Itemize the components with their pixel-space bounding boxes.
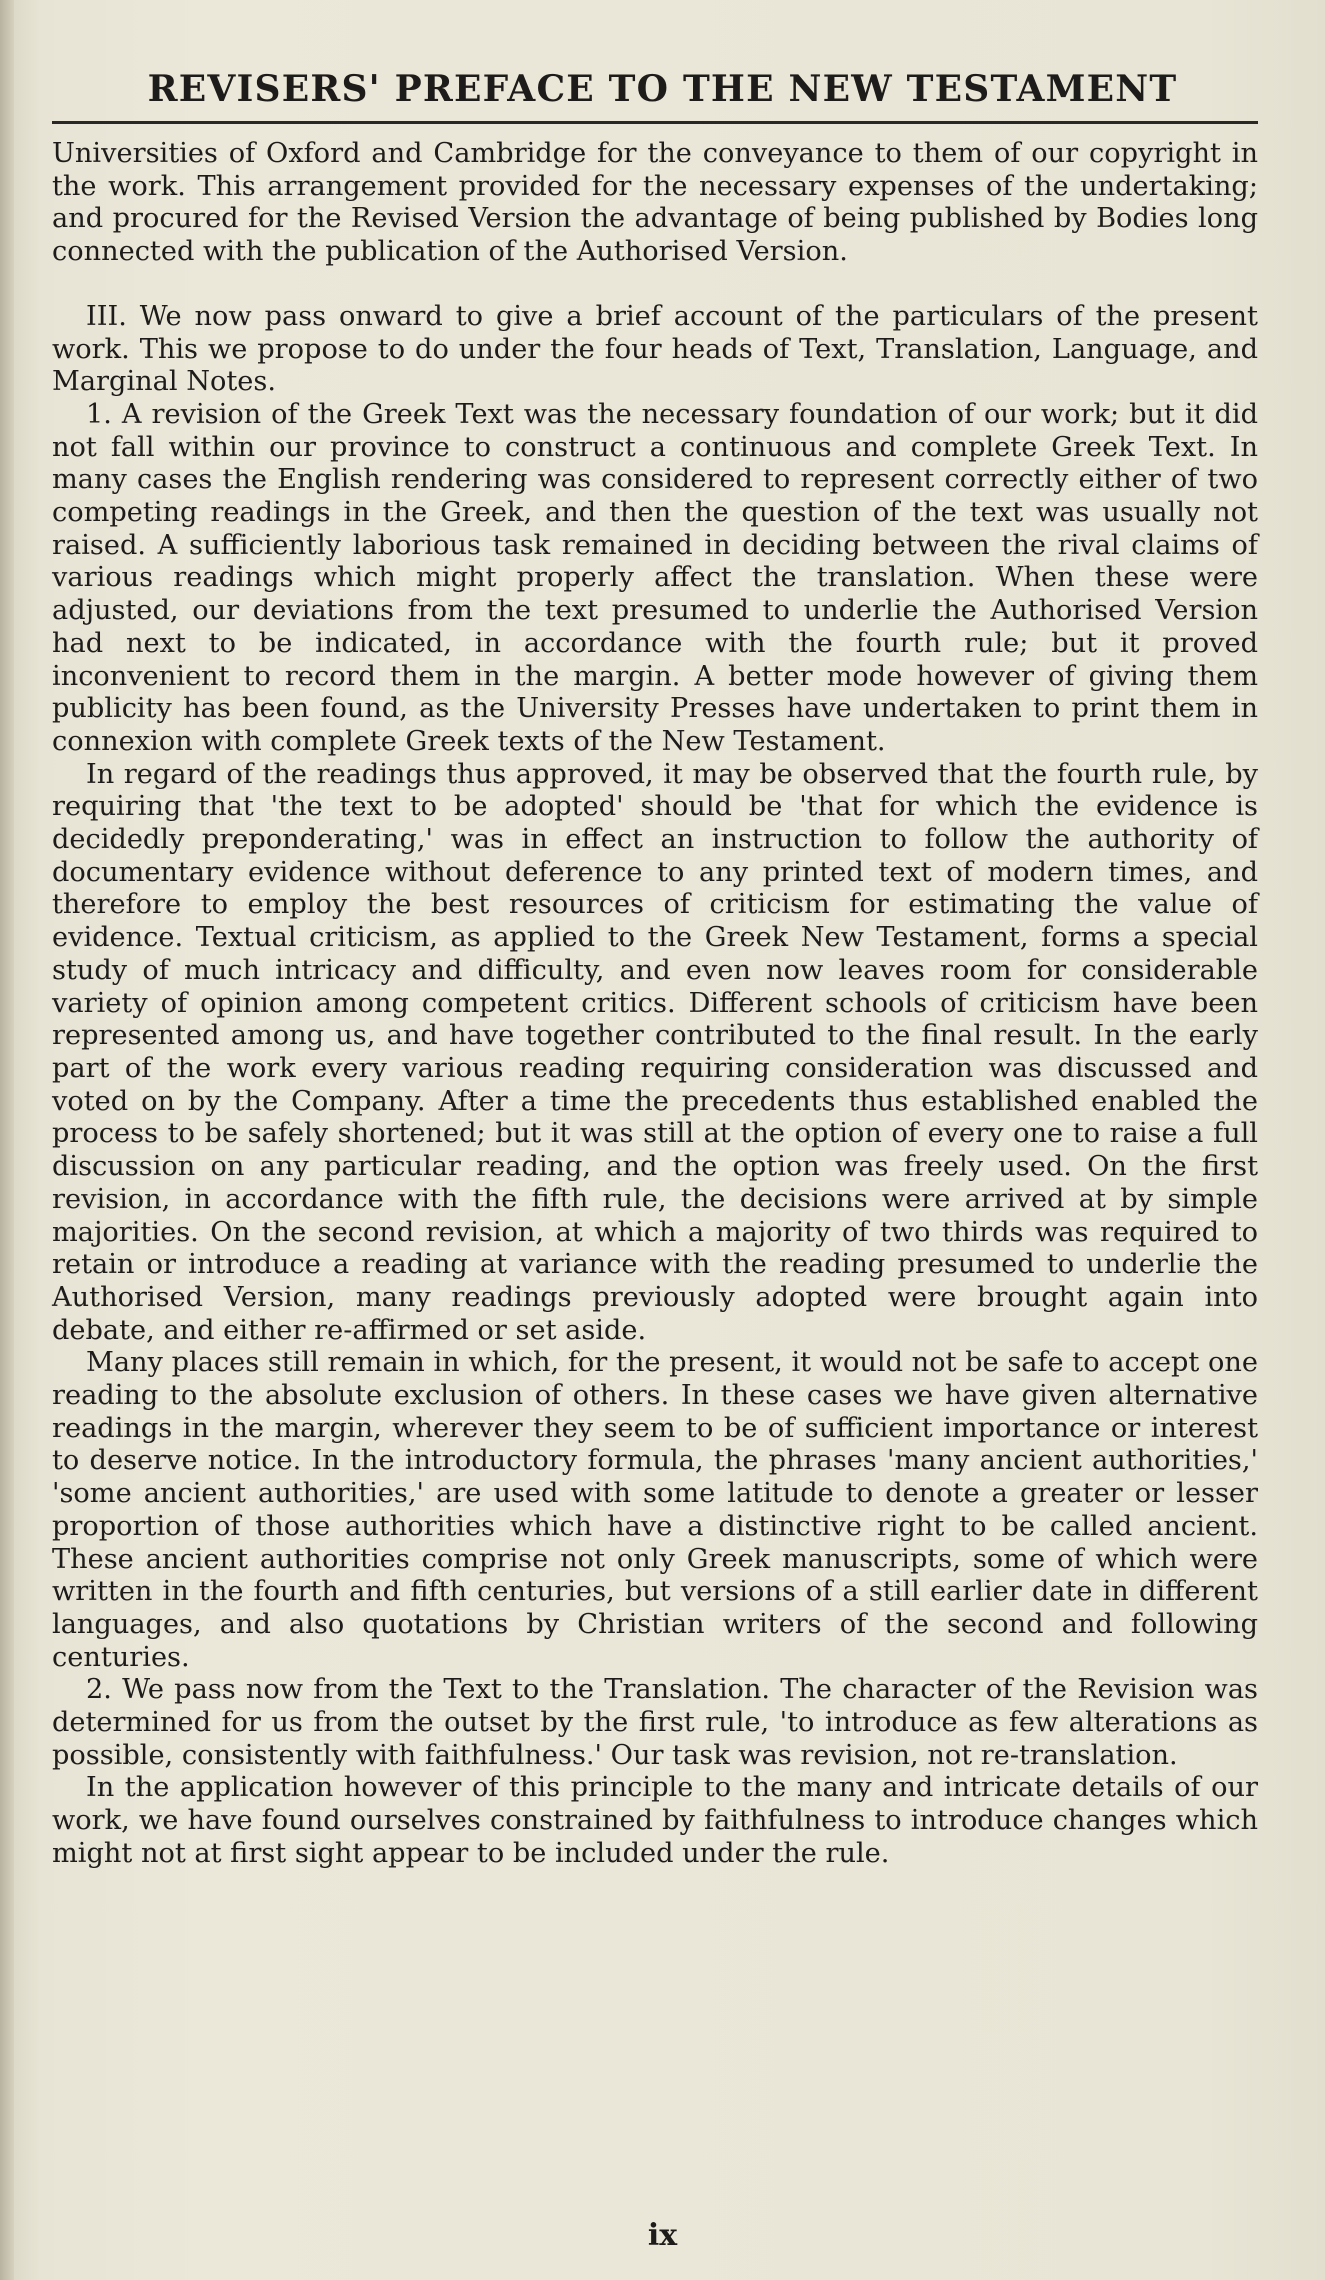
page-number: ix — [647, 2218, 678, 2253]
paragraph-section-iii: III. We now pass onward to give a brief account of the particulars of the present work. This we propose to do under the four heads of Text, Translation, Language, and Marginal Notes. — [52, 300, 1258, 398]
page-gutter-shadow — [0, 0, 14, 2280]
paragraph-greek-text: 1. A revision of the Greek Text was the necessary foundation of our work; but it did not fall within our province to construct a continuous and complete Greek Text. In many cases the English rendering was considered to represent correctly either of two competing readings in the Greek, and then the question of the text was usually not raised. A sufficiently laborious task remained in deciding between the rival claims of various readings which might properly affect the translation. When these were adjusted, our deviations from the text presumed to underlie the Authorised Version had next to be indicated, in accordance with the fourth rule; but it proved inconvenient to record them in the margin. A better mode however of giving them publicity has been found, as the University Presses have undertaken to print them in connexion with complete Greek texts of the New Testament. — [52, 398, 1258, 757]
running-header: REVISERS' PREFACE TO THE NEW TESTAMENT — [147, 68, 1178, 110]
paragraph-translation: 2. We pass now from the Text to the Translation. The character of the Revision was determined for us from the outset by the first rule, 'to introduce as few alterations as possible, consistently with faithfulness.' Our task was revision, not re-translation. — [52, 1674, 1258, 1771]
paragraph-readings-approved: In regard of the readings thus approved, it may be observed that the fourth rule, by requiring that 'the text to be adopted' should be 'that for which the evidence is decidedly preponderating,' was in effect an instruction to follow the authority of documentary evidence without deference to any printed text of modern times, and therefore to employ the best resources of criticism for estimating the value of evidence. Textual criticism, as applied to the Greek New Testament, forms a special study of much intricacy and difficulty, and even now leaves room for considerable variety of opinion among competent critics. Different schools of criticism have been represented among us, and have together contributed to the final result. In the early part of the work every various reading requiring consideration was discussed and voted on by the Company. After a time the precedents thus established enabled the process to be safely shortened; but it was still at the option of every one to raise a full discussion on any particular reading, and the option was freely used. On the first revision, in accordance with the fifth rule, the decisions were arrived at by simple majorities. On the second revision, at which a majority of two thirds was required to retain or introduce a reading at variance with the reading presumed to underlie the Authorised Version, many readings previously adopted were brought again into debate, and either re-affirmed or set aside. — [52, 758, 1258, 1346]
paragraph-application: In the application however of this principle to the many and intricate details of our work, we have found ourselves constrained by faithfulness to introduce changes which might not at first sight appear to be included under the rule. — [52, 1772, 1258, 1869]
header-rule — [52, 121, 1258, 124]
page-body — [52, 138, 1258, 1871]
paragraph-continuation: Universities of Oxford and Cambridge for the conveyance to them of our copyright in the work. This arrangement provided for the necessary expenses of the undertaking; and procured for the Revised Version the advantage of being published by Bodies long connected with the publication of the Authorised Version. — [52, 138, 1258, 268]
paragraph-alternative-readings: Many places still remain in which, for the present, it would not be safe to accept one reading to the absolute exclusion of others. In these cases we have given alternative readings in the margin, wherever they seem to be of sufficient importance or interest to deserve notice. In the introductory formula, the phrases 'many ancient authorities,' 'some ancient authorities,' are used with some latitude to denote a greater or lesser proportion of those authorities which have a distinctive right to be called ancient. These ancient authorities comprise not only Greek manuscripts, some of which were written in the fourth and fifth centuries, but versions of a still earlier date in different languages, and also quotations by Christian writers of the second and following centuries. — [52, 1347, 1258, 1673]
